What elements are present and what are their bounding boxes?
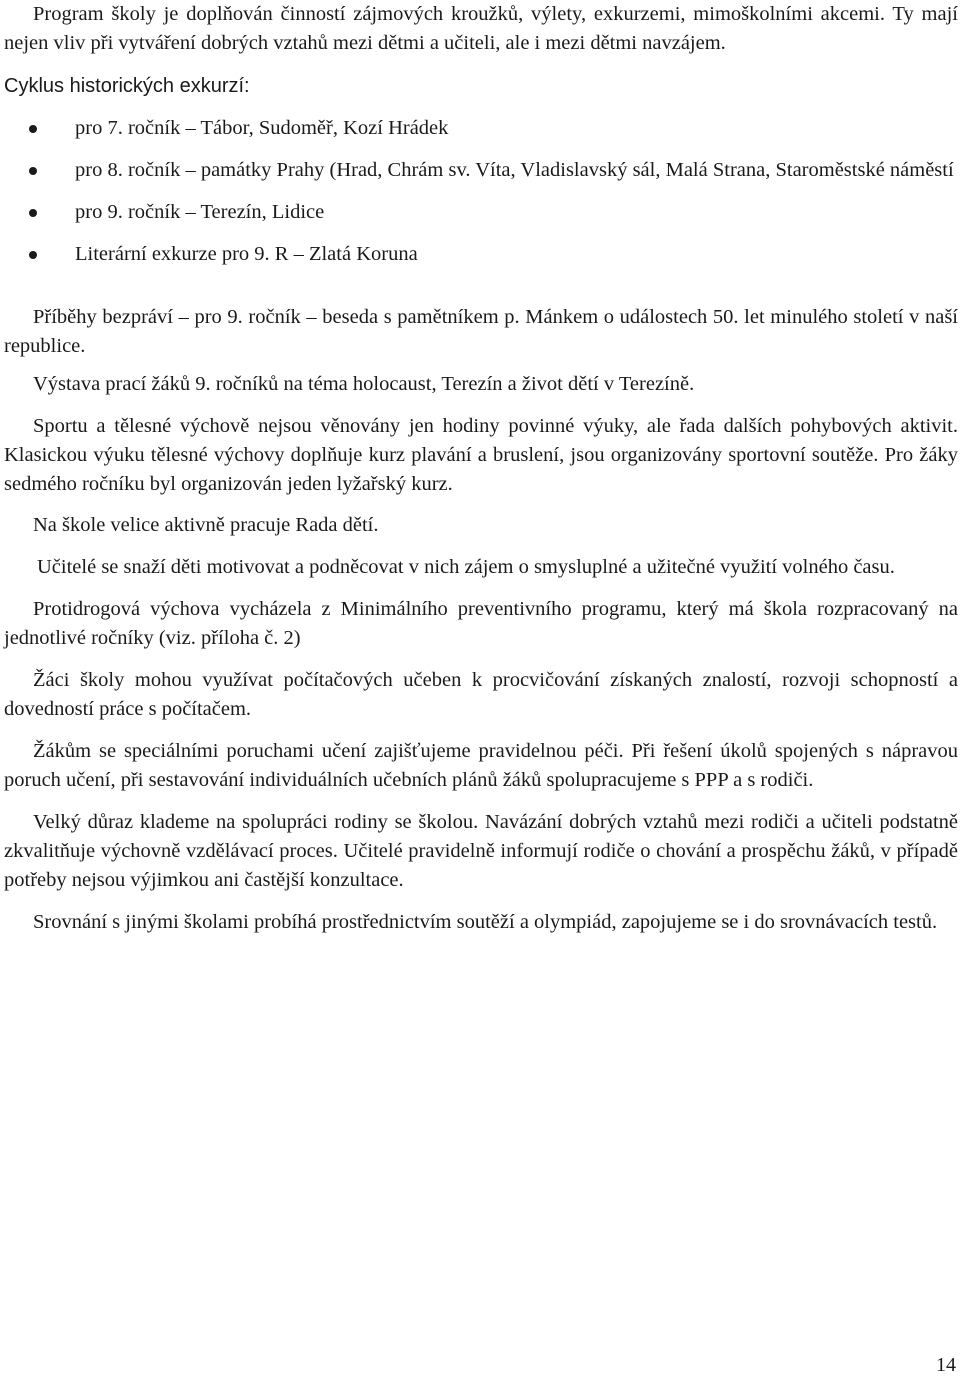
paragraph-stories: Příběhy bezpráví – pro 9. ročník – beseda s pamětníkem p. Mánkem o událostech 50. let minulého století v naší republice.: [4, 306, 958, 357]
list-item: [4, 114, 958, 143]
page-number: 14: [936, 1354, 956, 1376]
paragraph-comparison: Srovnání s jinými školami probíhá prostřednictvím soutěží a olympiád, zapojujeme se i do srovnávacích testů.: [33, 911, 938, 933]
list-item: [4, 198, 958, 227]
bullet-icon: [29, 125, 37, 133]
intro-paragraph: Program školy je doplňován činností zájmových kroužků, výlety, exkurzemi, mimoškolními akcemi. Ty mají nejen vliv při vytváření dobrých vztahů mezi dětmi a učiteli, ale i mezi dětmi navzájem.: [4, 3, 958, 54]
list-item: [4, 156, 958, 185]
list-item-text: pro 7. ročník – Tábor, Sudoměř, Kozí Hrádek: [75, 117, 449, 139]
paragraph-exhibition: Výstava prací žáků 9. ročníků na téma holocaust, Terezín a život dětí v Terezíně.: [33, 373, 695, 395]
bullet-icon: [29, 209, 37, 217]
paragraph-children-council: Na škole velice aktivně pracuje Rada dětí.: [33, 514, 379, 536]
list-item-text: pro 9. ročník – Terezín, Lidice: [75, 201, 325, 223]
list-item-text: pro 8. ročník – památky Prahy (Hrad, Chrám sv. Víta, Vladislavský sál, Malá Strana, Staroměstské náměstí: [75, 159, 954, 181]
paragraph-teachers: Učitelé se snaží děti motivovat a podněcovat v nich zájem o smysluplné a užitečné využití volného času.: [37, 556, 895, 578]
paragraph-learning-disorders: Žákům se speciálními poruchami učení zajišťujeme pravidelnou péči. Při řešení úkolů spojených s nápravou poruch učení, při sestavování individuálních učebních plánů žáků spolupracujeme s PPP a s rodiči.: [4, 740, 958, 791]
excursion-list: [4, 114, 958, 269]
list-item: [4, 240, 958, 269]
list-item-text: Literární exkurze pro 9. R – Zlatá Koruna: [75, 243, 418, 265]
paragraph-computer-labs: Žáci školy mohou využívat počítačových učeben k procvičování získaných znalostí, rozvoji schopností a dovedností práce s počítačem.: [4, 669, 958, 720]
paragraph-family-cooperation: Velký důraz klademe na spolupráci rodiny se školou. Navázání dobrých vztahů mezi rodiči a učiteli podstatně zkvalitňuje výchovně vzdělávací proces. Učitelé pravidelně informují rodiče o chování a prospěchu žáků, v případě potřeby nejsou výjimkou ani častější konzultace.: [4, 811, 958, 891]
cycle-heading: Cyklus historických exkurzí:: [4, 75, 250, 97]
document-page: [4, 0, 958, 937]
bullet-icon: [29, 167, 37, 175]
bullet-icon: [29, 251, 37, 259]
paragraph-drug-prevention: Protidrogová výchova vycházela z Minimálního preventivního programu, který má škola rozpracovaný na jednotlivé ročníky (viz. příloha č. 2): [4, 598, 958, 649]
paragraph-sports: Sportu a tělesné výchově nejsou věnovány jen hodiny povinné výuky, ale řada dalších pohybových aktivit. Klasickou výuku tělesné výchovy doplňuje kurz plavání a bruslení, jsou organizovány sportovní soutěže. Pro žáky sedmého ročníku byl organizován jeden lyžařský kurz.: [4, 415, 958, 495]
